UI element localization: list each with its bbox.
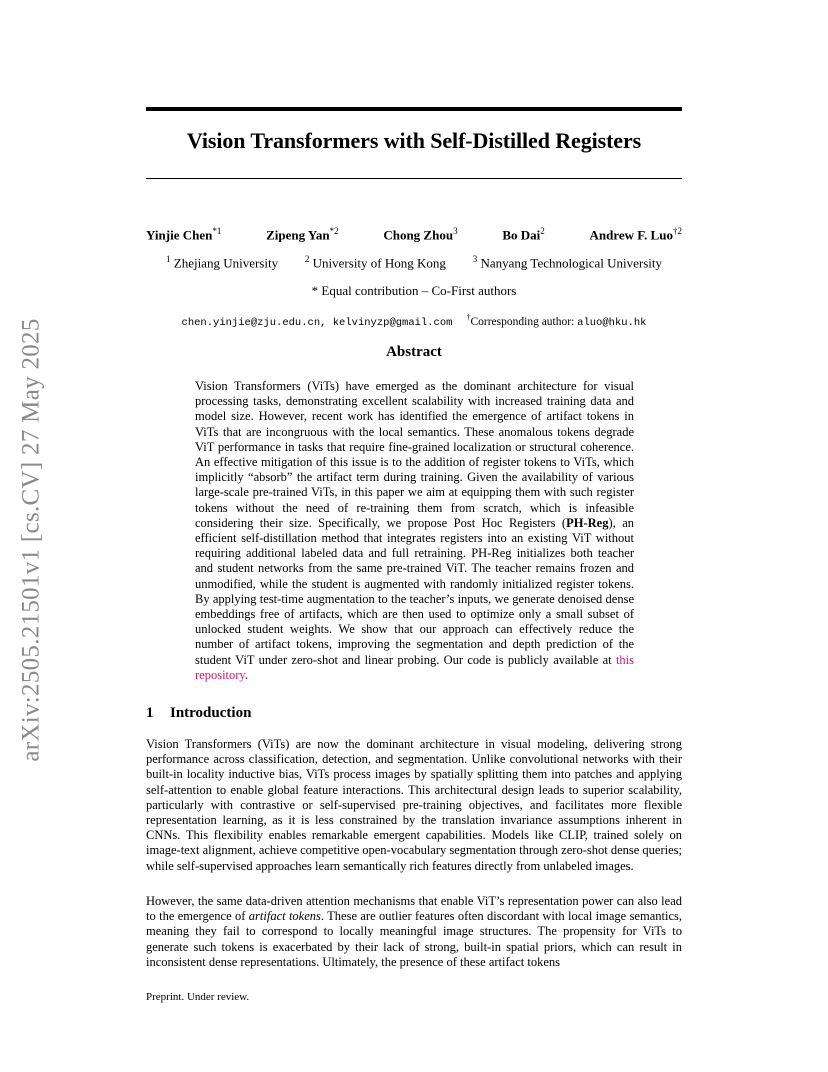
corresponding-label: Corresponding author: <box>470 315 578 328</box>
author-name <box>590 226 682 243</box>
author-mark: 2 <box>540 226 545 236</box>
abstract-text-continued: ), an efficient self-distillation method that integrates registers into an existing ViT without requiring additional labeled data and full retraining. PH-Reg initializes both teacher and student networks from the same pre-trained ViT. The teacher remains frozen and unmodified, while the student is augmented with randomly initialized register tokens. By applying test-time augmentation to the teacher’s inputs, we generate denoised dense embeddings free of artifacts, which are then used to optimize only a small subset of unlocked student weights. We show that our approach can effectively reduce the number of artifact tokens, improving the segmentation and depth prediction of the student ViT under zero-shot and linear probing. Our code is publicly available at <box>195 515 634 667</box>
author-name-text: Chong Zhou <box>383 227 454 243</box>
arxiv-identifier: arXiv:2505.21501v1 [cs.CV] 27 May 2025 <box>18 318 46 762</box>
abstract-heading: Abstract <box>386 344 442 360</box>
introduction-paragraph-1: Vision Transformers (ViTs) are now the dominant architecture in visual modeling, delivering strong performance across classification, detection, and segmentation. Unlike convolutional networks with their built-in locality inductive bias, ViTs process images by spatially splitting them into patches and applying self-attention to enable global feature interactions. This architectural design leads to superior scalability, particularly with contrastive or self-supervised pre-training objectives, and facilitates more flexible representation learning, as it is less constrained by the translation invariance assumptions inherent in CNNs. This flexibility enables remarkable emergent capabilities. Models like CLIP, trained solely on image-text alignment, achieve competitive open-vocabulary segmentation through zero-shot dense queries; while self-supervised approaches learn semantically rich features directly from unlabeled images. <box>146 737 682 873</box>
abstract-body <box>195 379 634 683</box>
title-top-rule <box>146 107 682 111</box>
introduction-paragraph-2 <box>146 894 682 970</box>
author-name-text: Yinjie Chen <box>146 227 213 243</box>
method-name: PH-Reg <box>566 515 609 530</box>
affiliation-name: Zhejiang University <box>173 255 279 271</box>
author-name-text: Andrew F. Luo <box>589 227 673 243</box>
affiliation <box>166 254 278 271</box>
equal-contribution-note: * Equal contribution – Co-First authors <box>311 283 517 298</box>
affiliation-list <box>146 254 682 271</box>
author-list <box>146 226 682 243</box>
corresponding-email[interactable]: aluo@hku.hk <box>577 316 647 329</box>
contact-emails <box>146 313 682 329</box>
author-mark: 3 <box>453 226 458 236</box>
emphasized-term: artifact tokens <box>248 909 321 924</box>
affiliation <box>473 254 662 271</box>
corresponding-mark: † <box>466 313 471 322</box>
section-number: 1 <box>146 705 154 721</box>
paragraph-text: However, the same data-driven attention mechanisms that enable ViT’s representation power can also lead to the emergence of <box>146 894 682 924</box>
section-title: Introduction <box>170 705 252 721</box>
paper-title: Vision Transformers with Self-Distilled Registers <box>186 128 642 153</box>
co-first-emails[interactable]: chen.yinjie@zju.edu.cn, kelvinyzp@gmail.com <box>181 316 453 329</box>
affiliation-name: Nanyang Technological University <box>480 255 662 271</box>
author-name-text: Zipeng Yan <box>266 227 330 243</box>
author-name-text: Bo Dai <box>502 227 541 243</box>
affiliation-name: University of Hong Kong <box>312 255 446 271</box>
author-mark: *1 <box>212 226 222 236</box>
author-name <box>146 226 221 243</box>
affiliation-mark: 2 <box>304 254 310 264</box>
page-footer: Preprint. Under review. <box>146 991 250 1003</box>
author-name <box>266 226 338 243</box>
repository-link[interactable]: this repository <box>195 652 634 682</box>
affiliation-mark: 1 <box>166 254 171 264</box>
author-name <box>502 226 544 243</box>
author-mark: *2 <box>329 226 339 236</box>
abstract-end: . <box>244 667 248 682</box>
arxiv-sidebar-stamp <box>2 300 62 780</box>
title-bottom-rule <box>146 178 682 179</box>
affiliation-mark: 3 <box>472 254 478 264</box>
section-heading-introduction <box>146 705 682 722</box>
author-mark: †2 <box>672 226 682 236</box>
paragraph-text-continued: . These are outlier features often discordant with local image semantics, meaning they fail to correspond to locally meaningful image structures. The propensity for ViTs to generate such tokens is exacerbated by their lack of strong, built-in spatial priors, which can result in inconsistent dense representations. Ultimately, the presence of these artifact tokens <box>146 909 682 969</box>
abstract-text: Vision Transformers (ViTs) have emerged as the dominant architecture for visual processing tasks, demonstrating excellent scalability with increased training data and model size. However, recent work has identified the emergence of artifact tokens in ViTs that are incongruous with the local semantics. These anomalous tokens degrade ViT performance in tasks that require fine-grained localization or structural coherence. An effective mitigation of this issue is to the addition of register tokens to ViTs, which implicitly “absorb” the artifact term during training. Given the availability of various large-scale pre-trained ViTs, in this paper we aim at equipping them with such register tokens without the need of re-training them from scratch, which is infeasible considering their size. Specifically, we propose Post Hoc Registers ( <box>195 379 634 530</box>
affiliation <box>305 254 446 271</box>
author-name <box>383 226 457 243</box>
